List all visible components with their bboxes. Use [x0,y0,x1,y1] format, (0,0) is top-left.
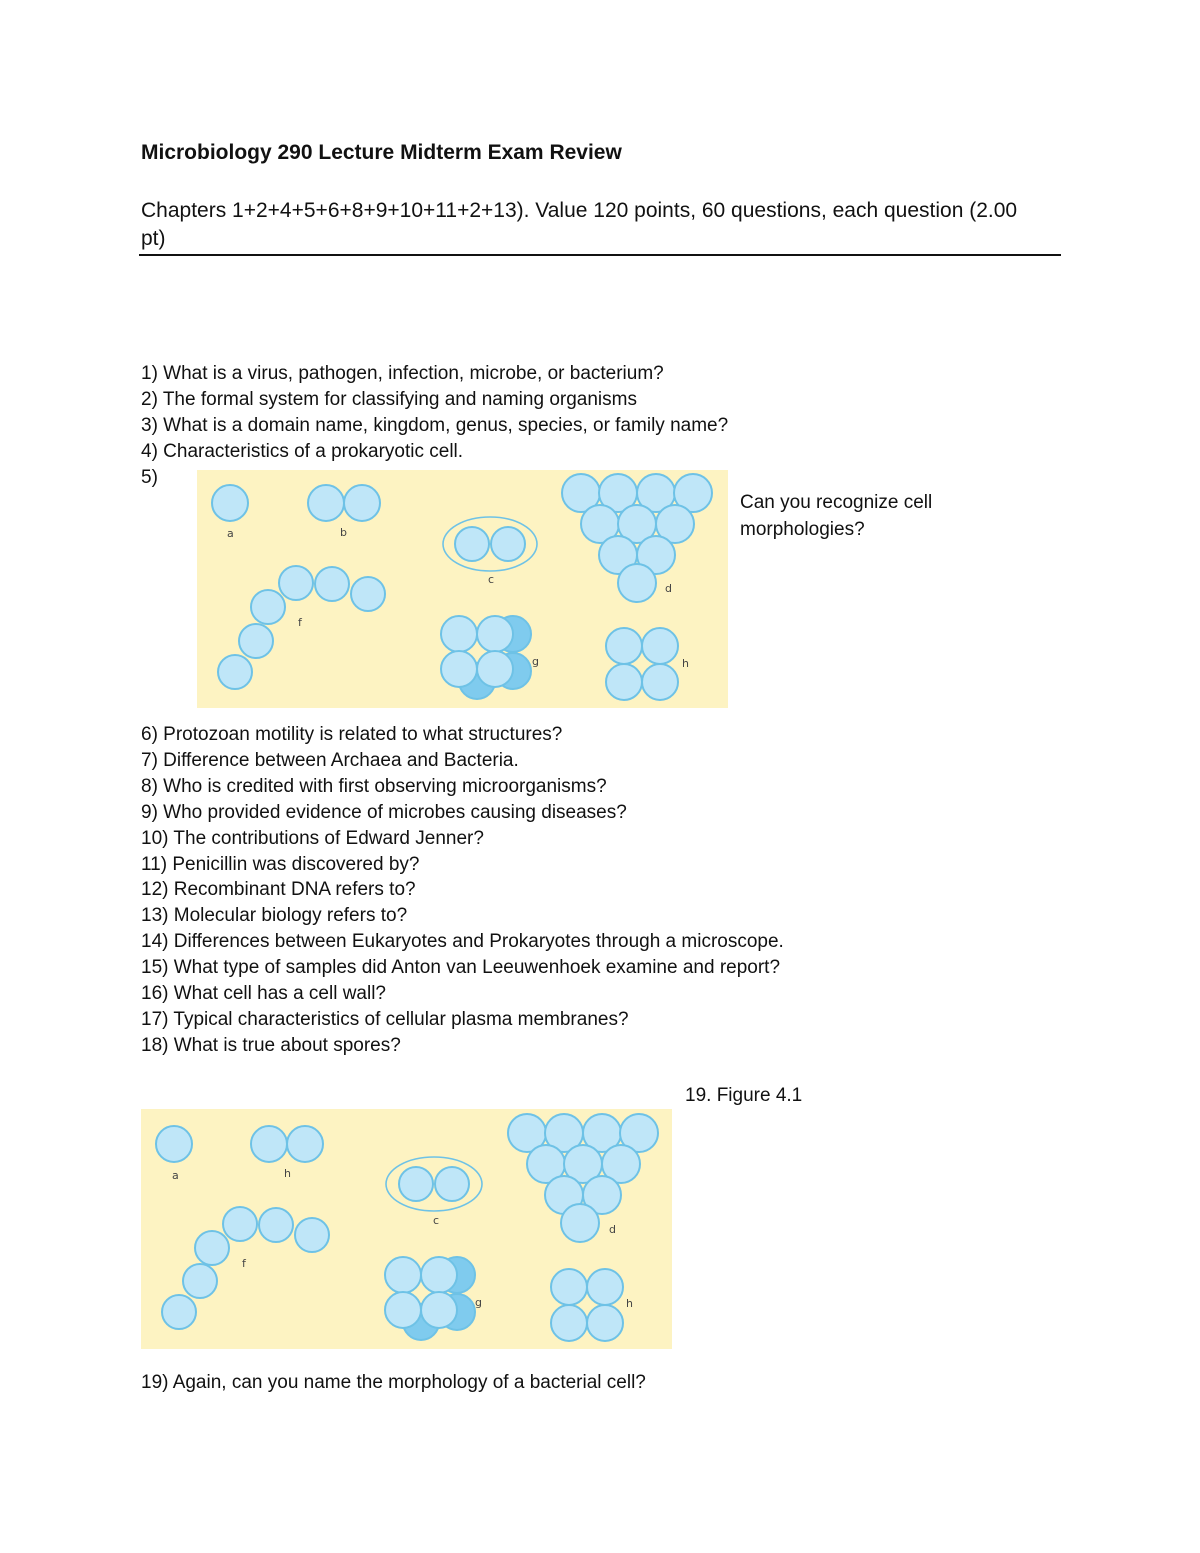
document-title: Microbiology 290 Lecture Midterm Exam Review [141,141,622,164]
document-subtitle: Chapters 1+2+4+5+6+8+9+10+11+2+13). Value 120 points, 60 questions, each question (2.00 pt) [141,199,1018,250]
encapsulated-diplococcus [443,517,537,571]
staphylococcus-cluster [562,474,712,602]
question-item: 11) Penicillin was discovered by? [141,853,420,875]
question-item-19: 19) Again, can you name the morphology of a bacterial cell? [141,1372,646,1393]
label-c: c [488,573,495,586]
question-item: 12) Recombinant DNA refers to? [141,879,416,901]
question-item: 3) What is a domain name, kingdom, genus, species, or family name? [141,414,729,436]
question-item: 8) Who is credited with first observing microorganisms? [141,775,607,797]
tetrad-cells [551,1269,623,1341]
label-g: g [532,655,539,668]
question-item: 16) What cell has a cell wall? [141,983,386,1005]
question-item: 18) What is true about spores? [141,1034,401,1056]
coccus-cell [212,485,248,521]
question-item: 2) The formal system for classifying and naming organisms [141,388,637,410]
label-f: f [242,1257,246,1270]
staphylococcus-cluster [508,1114,658,1242]
label-d: d [665,582,672,595]
label-a: a [172,1169,179,1182]
question-item: 13) Molecular biology refers to? [141,905,408,927]
title-divider [139,254,1061,256]
cell-morphology-figure-2 [141,1109,672,1349]
diplococcus-cells [251,1126,323,1162]
question-item: 14) Differences between Eukaryotes and Prokaryotes through a microscope. [141,931,784,953]
label-c: c [433,1214,440,1227]
label-d: d [609,1223,616,1236]
figure-caption: 19. Figure 4.1 [685,1085,803,1106]
cell-morphology-figure-1 [197,470,728,708]
tetrad-cells [606,628,678,700]
label-g: g [475,1296,482,1309]
q5-note: Can you recognize cell morphologies? [740,492,933,540]
sarcina-cube [441,616,531,699]
question-item: 7) Difference between Archaea and Bacteria. [141,749,519,771]
label-b: b [340,526,347,539]
label-h: h [682,657,689,670]
question-list-middle [141,722,784,1059]
sarcina-cube [385,1257,475,1340]
encapsulated-diplococcus [386,1157,482,1211]
question-item: 6) Protozoan motility is related to what structures? [141,724,563,745]
question-item: 5) [141,466,158,488]
label-b: h [284,1167,291,1180]
cell-morphology-diagram [197,470,728,708]
question-item: 4) Characteristics of a prokaryotic cell. [141,440,464,462]
diplococcus-cells [308,485,380,521]
label-h: h [626,1297,633,1310]
label-f: f [298,616,302,629]
question-item: 9) Who provided evidence of microbes causing diseases? [141,801,627,823]
coccus-cell [156,1126,192,1162]
question-item: 17) Typical characteristics of cellular plasma membranes? [141,1008,629,1030]
label-a: a [227,527,234,540]
question-item: 15) What type of samples did Anton van Leeuwenhoek examine and report? [141,957,781,979]
question-item: 1) What is a virus, pathogen, infection, microbe, or bacterium? [141,363,664,384]
cell-morphology-diagram [141,1109,672,1347]
question-item: 10) The contributions of Edward Jenner? [141,827,484,849]
